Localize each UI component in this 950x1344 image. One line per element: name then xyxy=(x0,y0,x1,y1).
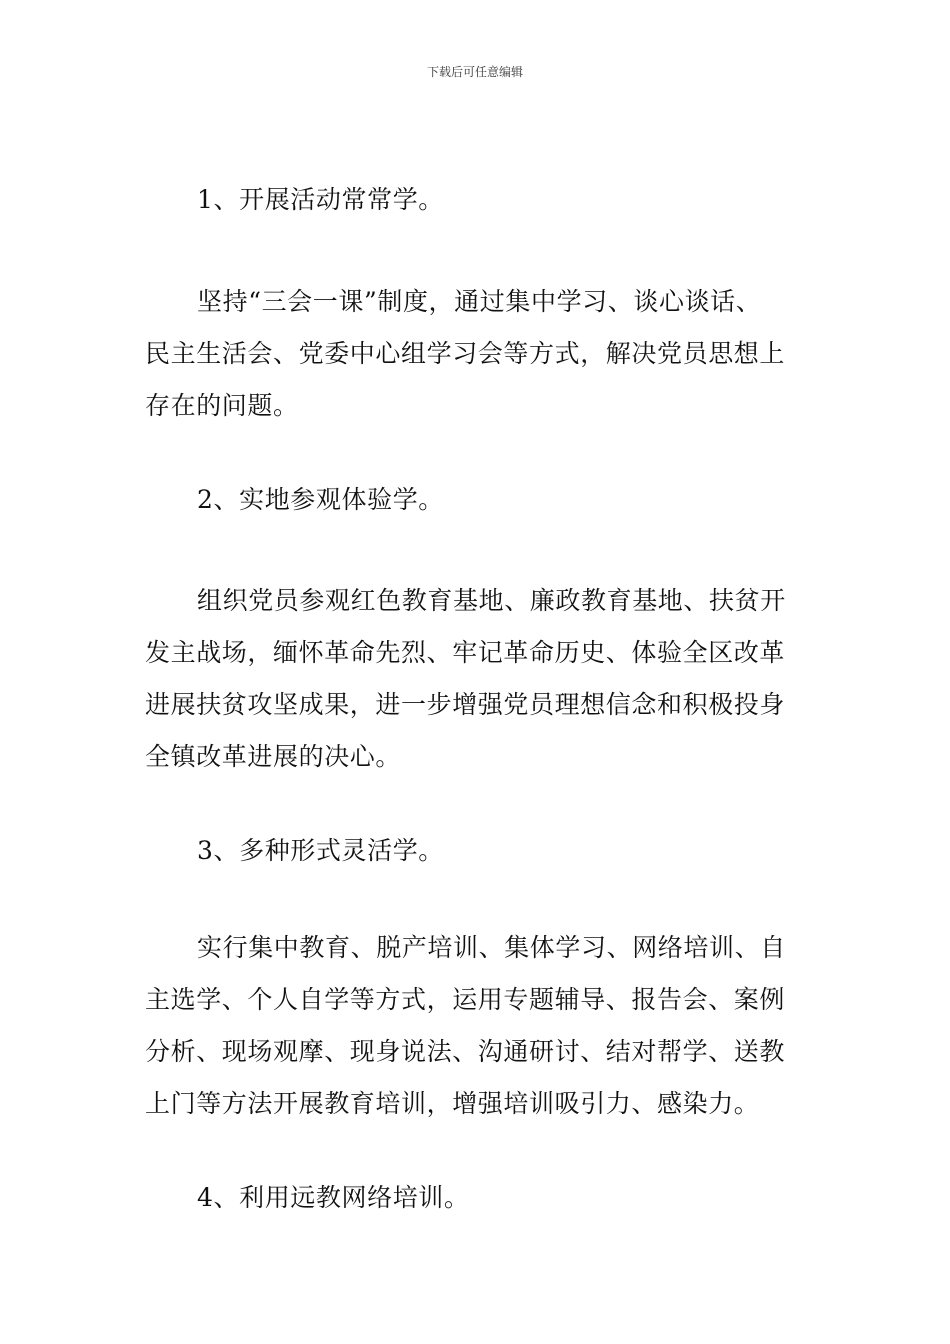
section-heading-1 xyxy=(145,174,810,226)
paragraph-line: 全镇改革进展的决心。 xyxy=(145,742,402,771)
paragraph-line: 分析、现场观摩、现身说法、沟通研讨、结对帮学、送教 xyxy=(145,1037,786,1066)
paragraph-line: 上门等方法开展教育培训，增强培训吸引力、感染力。 xyxy=(145,1089,760,1118)
paragraph-line: 存在的问题。 xyxy=(145,391,299,420)
paragraph-line: 3、多种形式灵活学。 xyxy=(197,836,444,865)
paragraph-line: 1、开展活动常常学。 xyxy=(197,185,444,214)
paragraph-line: 4、利用远教网络培训。 xyxy=(197,1183,470,1212)
paragraph-line: 主选学、个人自学等方式，运用专题辅导、报告会、案例 xyxy=(145,985,786,1014)
paragraph-3 xyxy=(145,922,810,1130)
paragraph-1 xyxy=(145,276,810,432)
paragraph-line: 2、实地参观体验学。 xyxy=(197,485,444,514)
paragraph-line: 实行集中教育、脱产培训、集体学习、网络培训、自 xyxy=(197,933,786,962)
section-heading-3 xyxy=(145,825,810,877)
section-heading-2 xyxy=(145,474,810,526)
paragraph-2 xyxy=(145,575,810,783)
paragraph-line: 进展扶贫攻坚成果，进一步增强党员理想信念和积极投身 xyxy=(145,690,786,719)
paragraph-line: 民主生活会、党委中心组学习会等方式，解决党员思想上 xyxy=(145,339,786,368)
section-heading-4 xyxy=(145,1172,810,1224)
paragraph-line: 发主战场，缅怀革命先烈、牢记革命历史、体验全区改革 xyxy=(145,638,786,667)
paragraph-line: 组织党员参观红色教育基地、廉政教育基地、扶贫开 xyxy=(197,586,786,615)
page-header: 下载后可任意编辑 xyxy=(426,65,523,79)
paragraph-line: 坚持“三会一课”制度，通过集中学习、谈心谈话、 xyxy=(197,287,762,316)
